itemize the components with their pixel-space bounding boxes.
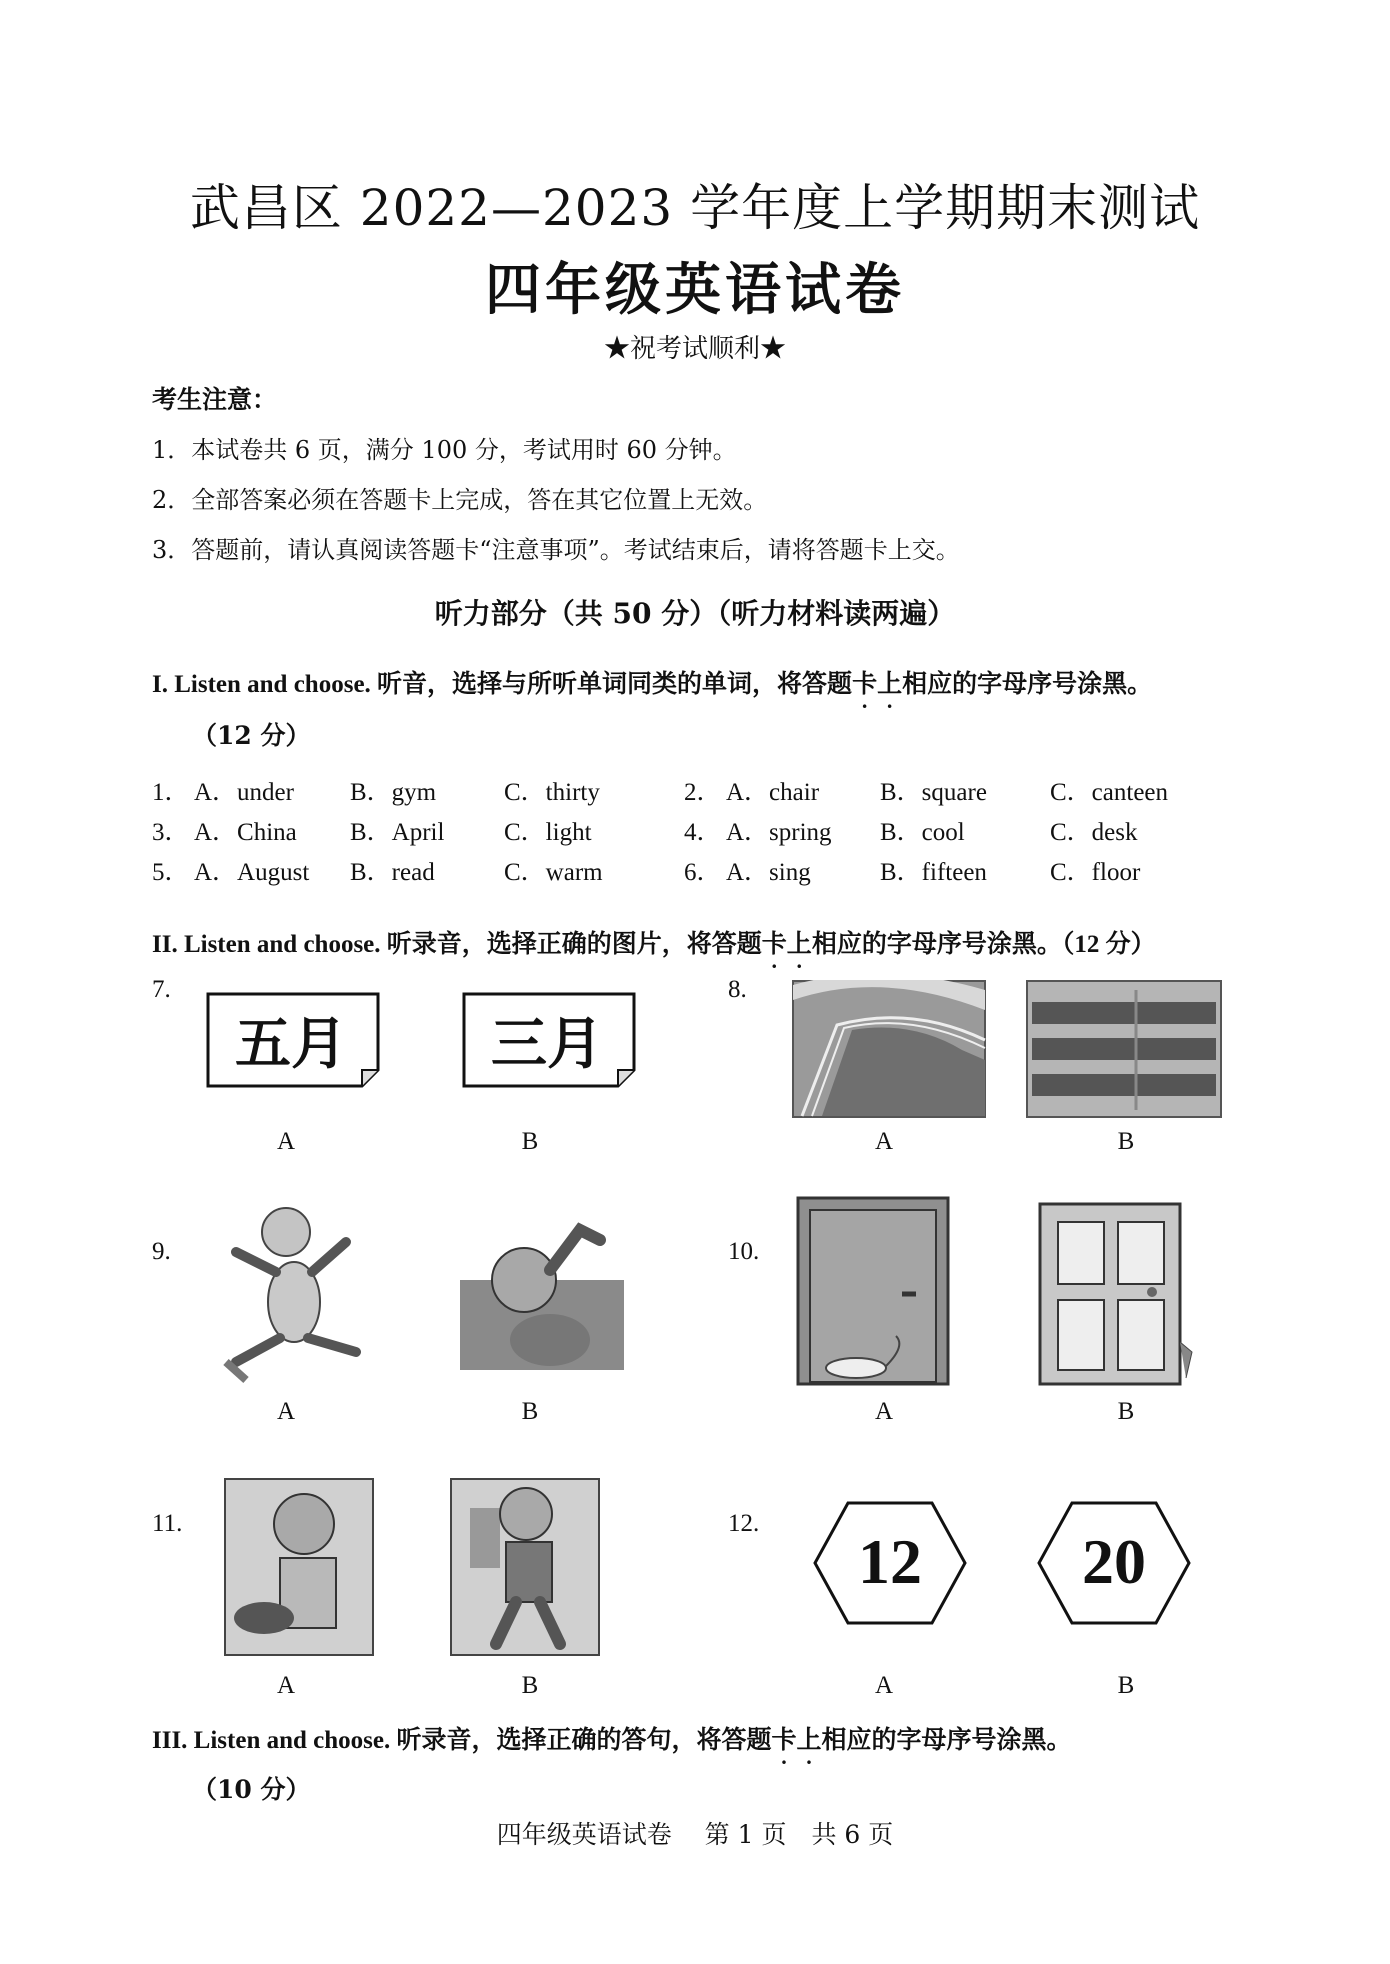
label-b: B xyxy=(1117,1398,1135,1425)
section3-score: （10 分） xyxy=(192,1775,311,1804)
good-luck-text: ★祝考试顺利★ xyxy=(603,334,786,364)
option-c[interactable]: C．warm xyxy=(504,859,603,886)
may-text: 五月 xyxy=(235,1012,347,1077)
question-number: 10. xyxy=(728,1238,760,1265)
notice-item-3: 3．答题前，请认真阅读答题卡“注意事项”。考试结束后，请将答题卡上交。 xyxy=(152,536,960,564)
option-b[interactable]: B．square xyxy=(880,779,987,806)
page-footer: 四年级英语试卷 第 1 页 共 6 页 xyxy=(496,1820,894,1849)
label-a: A xyxy=(276,1128,296,1155)
option-c[interactable]: C．thirty xyxy=(504,779,600,806)
question-number: 8. xyxy=(728,976,747,1003)
option-c[interactable]: C．light xyxy=(504,819,592,846)
tiger-waving-picture[interactable] xyxy=(460,1210,624,1370)
option-b[interactable]: B．read xyxy=(350,859,435,886)
number-20-text: 20 xyxy=(1082,1526,1146,1597)
option-b[interactable]: B．fifteen xyxy=(880,859,987,886)
notice-heading: 考生注意： xyxy=(152,385,278,414)
march-text: 三月 xyxy=(491,1012,603,1077)
question-number: 2． xyxy=(684,779,722,806)
tiger-walking-picture[interactable] xyxy=(450,1478,600,1656)
question-number: 6． xyxy=(684,859,722,886)
option-a[interactable]: A．under xyxy=(194,779,294,806)
option-b[interactable]: B．cool xyxy=(880,819,965,846)
question-number: 11. xyxy=(152,1510,183,1537)
question-number: 9. xyxy=(152,1238,171,1265)
label-a: A xyxy=(276,1672,296,1699)
label-a: A xyxy=(874,1672,894,1699)
question-number: 7. xyxy=(152,976,171,1003)
open-door-picture[interactable] xyxy=(1038,1202,1194,1386)
hexagon-20-picture[interactable] xyxy=(1036,1500,1192,1626)
section1-heading: I. Listen and choose. 听音，选择与所听单词同类的单词，将答题卡上相应的字母序号涂黑。 xyxy=(152,671,1153,698)
label-a: A xyxy=(874,1398,894,1425)
playground-picture[interactable] xyxy=(792,980,986,1118)
label-a: A xyxy=(874,1128,894,1155)
march-sign-picture[interactable] xyxy=(462,992,638,1088)
label-b: B xyxy=(1117,1128,1135,1155)
notice-item-1: 1．本试卷共 6 页，满分 100 分，考试用时 60 分钟。 xyxy=(152,436,737,464)
option-c[interactable]: C．floor xyxy=(1050,859,1141,886)
option-a[interactable]: A．China xyxy=(194,819,297,846)
label-b: B xyxy=(521,1128,539,1155)
may-sign-picture[interactable] xyxy=(206,992,382,1088)
label-b: B xyxy=(521,1672,539,1699)
option-c[interactable]: C．desk xyxy=(1050,819,1138,846)
option-a[interactable]: A．August xyxy=(194,859,310,886)
listening-part-heading: 听力部分（共 50 分）（听力材料读两遍） xyxy=(434,597,956,630)
tiger-jumping-picture[interactable] xyxy=(216,1202,384,1388)
option-b[interactable]: B．gym xyxy=(350,779,437,806)
option-c[interactable]: C．canteen xyxy=(1050,779,1169,806)
closed-door-picture[interactable] xyxy=(796,1196,950,1386)
question-number: 5． xyxy=(152,859,190,886)
option-b[interactable]: B．April xyxy=(350,819,445,846)
tiger-cooking-picture[interactable] xyxy=(224,1478,374,1656)
question-number: 4． xyxy=(684,819,722,846)
label-b: B xyxy=(521,1398,539,1425)
label-a: A xyxy=(276,1398,296,1425)
section2-heading: II. Listen and choose. 听录音，选择正确的图片，将答题卡上相应的字母序号涂黑。（12 分） xyxy=(152,931,1156,958)
exam-title-line2: 四年级英语试卷 xyxy=(485,257,905,323)
exam-title-line1: 武昌区 2022—2023 学年度上学期期末测试 xyxy=(189,179,1201,237)
option-a[interactable]: A．sing xyxy=(726,859,811,886)
notice-item-2: 2．全部答案必须在答题卡上完成，答在其它位置上无效。 xyxy=(152,486,768,514)
question-number: 3． xyxy=(152,819,190,846)
section1-score: （12 分） xyxy=(192,721,311,750)
option-a[interactable]: A．spring xyxy=(726,819,832,846)
number-12-text: 12 xyxy=(858,1526,922,1597)
section3-heading: III. Listen and choose. 听录音，选择正确的答句，将答题卡上相应的字母序号涂黑。 xyxy=(152,1727,1072,1754)
label-b: B xyxy=(1117,1672,1135,1699)
option-a[interactable]: A．chair xyxy=(726,779,820,806)
question-number: 12. xyxy=(728,1510,760,1537)
question-number: 1． xyxy=(152,779,190,806)
library-picture[interactable] xyxy=(1026,980,1222,1118)
hexagon-12-picture[interactable] xyxy=(812,1500,968,1626)
